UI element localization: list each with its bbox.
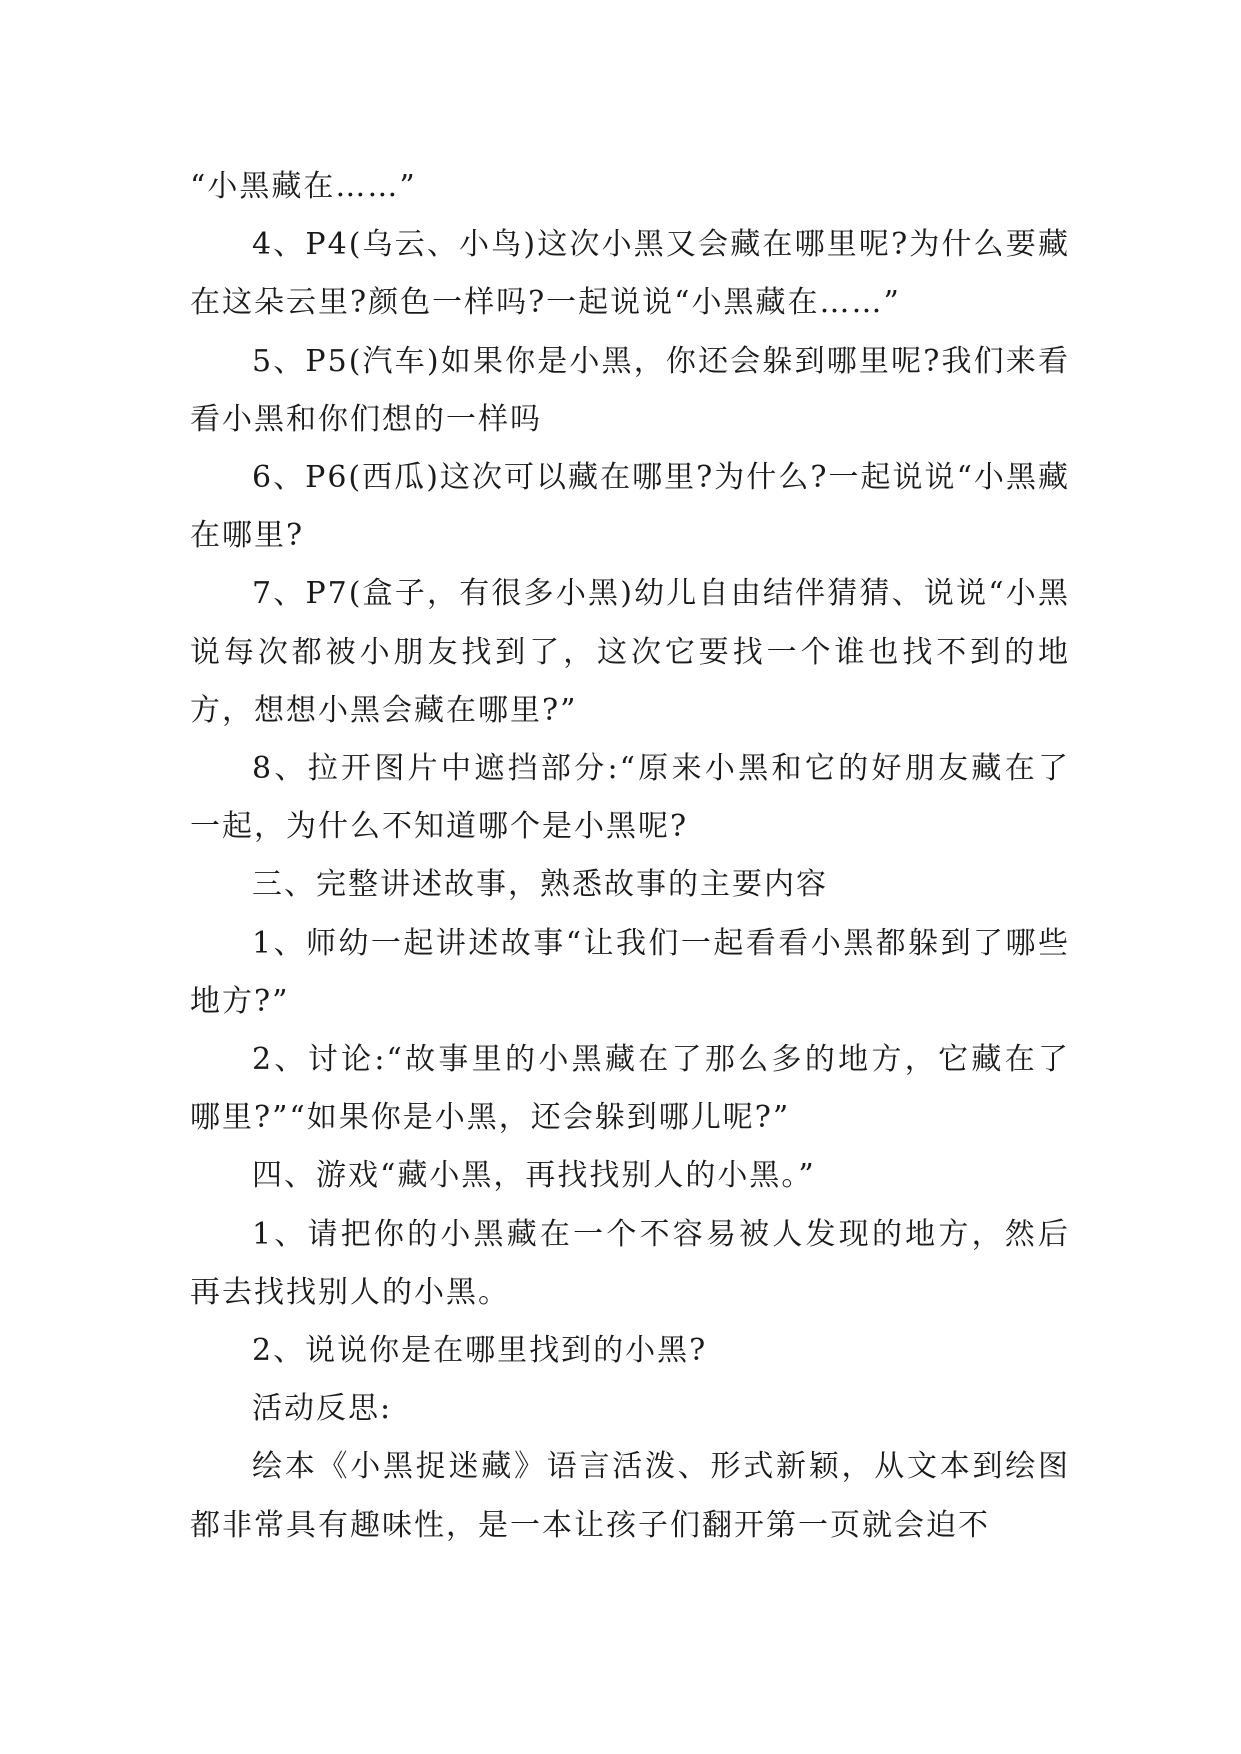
paragraph-step-7: 7、P7(盒子，有很多小黑)幼儿自由结伴猜猜、说说“小黑说每次都被小朋友找到了，这次它要找一个谁也找不到的地方，想想小黑会藏在哪里?” <box>190 576 1070 728</box>
paragraph-step-8: 8、拉开图片中遮挡部分:“原来小黑和它的好朋友藏在了一起，为什么不知道哪个是小黑呢? <box>190 751 1070 845</box>
paragraph-section-4-item-1: 1、请把你的小黑藏在一个不容易被人发现的地方，然后再去找找别人的小黑。 <box>190 1216 1070 1310</box>
reflection-heading: 活动反思: <box>252 1391 393 1427</box>
paragraph-section-3-item-1: 1、师幼一起讲述故事“让我们一起看看小黑都躲到了哪些地方?” <box>190 925 1070 1019</box>
section-heading-4: 四、游戏“藏小黑，再找找别人的小黑。” <box>252 1158 816 1194</box>
paragraph-section-3-item-2: 2、讨论:“故事里的小黑藏在了那么多的地方，它藏在了哪里?”“如果你是小黑，还会躲到哪儿呢?” <box>190 1042 1070 1136</box>
section-heading-3: 三、完整讲述故事，熟悉故事的主要内容 <box>252 867 828 903</box>
paragraph-quote-continuation: “小黑藏在……” <box>190 169 417 204</box>
paragraph-step-6: 6、P6(西瓜)这次可以藏在哪里?为什么?一起说说“小黑藏在哪里? <box>190 460 1070 554</box>
paragraph-section-4-item-2: 2、说说你是在哪里找到的小黑? <box>252 1333 708 1369</box>
paragraph-step-4: 4、P4(乌云、小鸟)这次小黑又会藏在哪里呢?为什么要藏在这朵云里?颜色一样吗?一起说说“小黑藏在……” <box>190 227 1070 321</box>
document-body <box>190 158 1070 1555</box>
paragraph-reflection: 绘本《小黑捉迷藏》语言活泼、形式新颖，从文本到绘图都非常具有趣味性，是一本让孩子们翻开第一页就会迫不 <box>190 1449 1070 1543</box>
paragraph-step-5: 5、P5(汽车)如果你是小黑，你还会躲到哪里呢?我们来看看小黑和你们想的一样吗 <box>190 343 1070 437</box>
